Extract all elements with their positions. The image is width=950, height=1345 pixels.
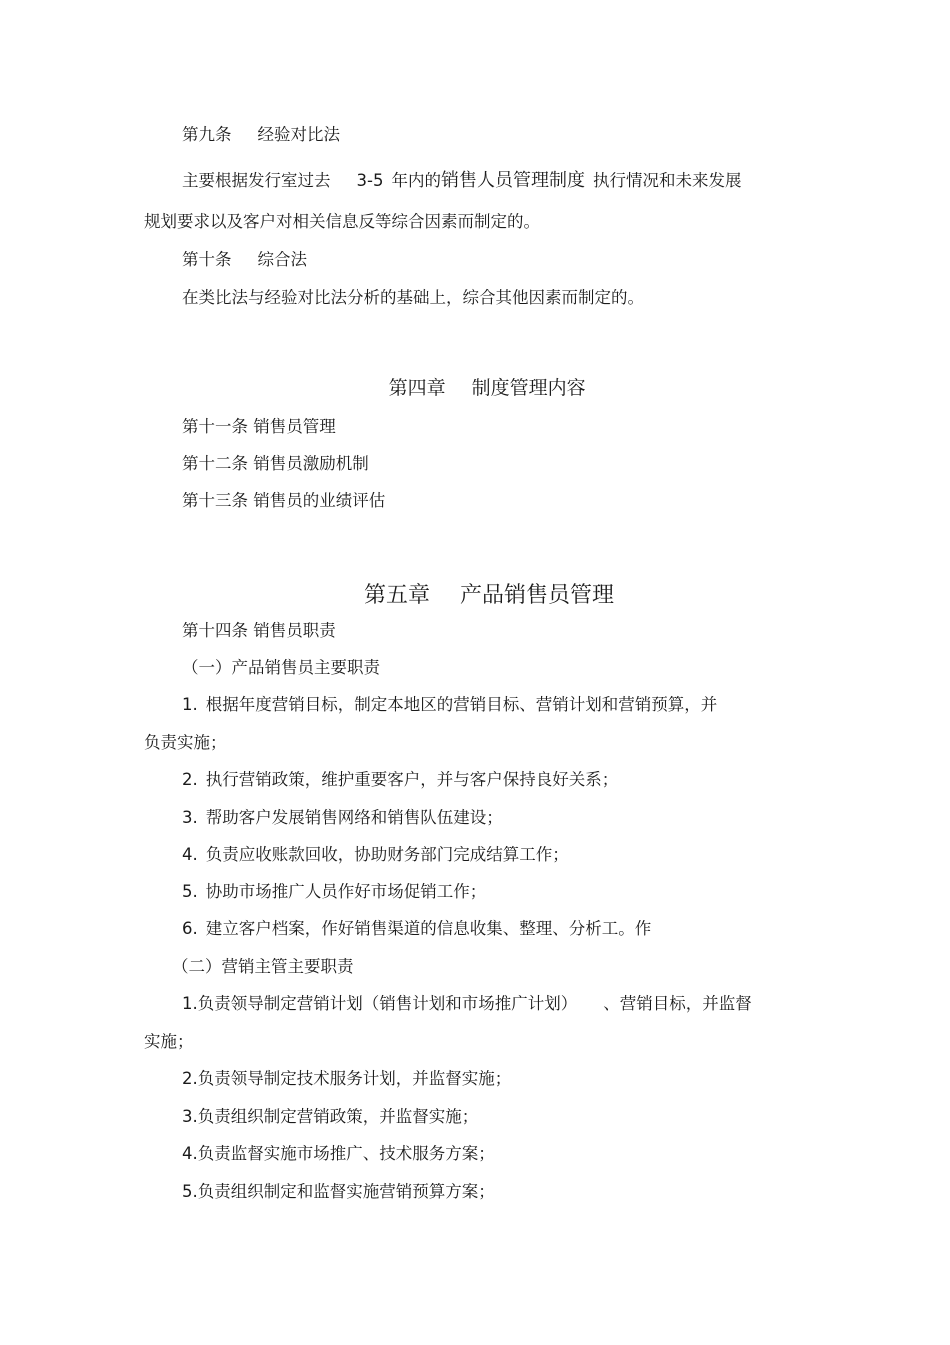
item-number: 3. [182, 1107, 198, 1126]
list-item [182, 1143, 495, 1165]
item-text: 负责应收账款回收，协助财务部门完成结算工作； [205, 845, 569, 864]
list-item [182, 807, 503, 829]
item-text: 负责领导制定技术服务计划，并监督实施； [197, 1069, 512, 1088]
list-item [182, 1068, 511, 1090]
body-text: 年内的 [391, 171, 441, 190]
item-text: 建立客户档案，作好销售渠道的信息收集、整理、分析工。作 [205, 919, 652, 938]
item-number: 2. [182, 770, 198, 789]
item-number: 5. [182, 1182, 198, 1201]
list-item [182, 844, 569, 866]
chapter-number: 第四章 [388, 377, 446, 399]
item-number: 1. [182, 695, 198, 714]
item-text: 帮助客户发展销售网络和销售队伍建设； [205, 808, 503, 827]
item-number: 6. [182, 919, 198, 938]
list-item [182, 1106, 478, 1128]
list-item-continuation: 实施； [144, 1032, 194, 1051]
item-text: 执行营销政策，维护重要客户，并与客户保持良好关系； [205, 770, 619, 789]
item-text: 、营销目标，并监督 [603, 994, 752, 1013]
list-item [182, 993, 752, 1015]
body-text: 主要根据发行室过去 [182, 171, 331, 190]
article-9-heading [182, 124, 340, 146]
item-text: 根据年度营销目标，制定本地区的营销目标、营销计划和营销预算，并 [205, 695, 718, 714]
list-item [182, 918, 651, 940]
item-text: 负责组织制定营销政策，并监督实施； [197, 1107, 479, 1126]
list-item [182, 694, 717, 716]
article-number: 第九条 [182, 125, 232, 144]
list-item [182, 769, 618, 791]
emphasized-term: 销售人员管理制度 [440, 170, 585, 191]
group-1-title: （一）产品销售员主要职责 [182, 658, 380, 677]
item-number: 5. [182, 882, 198, 901]
chapter-title: 产品销售员管理 [459, 583, 614, 608]
article-12: 第十二条 销售员激励机制 [182, 454, 369, 473]
article-10-heading [182, 249, 307, 271]
chapter-number: 第五章 [363, 583, 430, 608]
list-item [182, 881, 486, 903]
list-item [182, 1181, 495, 1203]
article-10-body: 在类比法与经验对比法分析的基础上，综合其他因素而制定的。 [182, 288, 644, 307]
article-title: 综合法 [257, 250, 307, 269]
article-9-body-line-2: 规划要求以及客户对相关信息反等综合因素而制定的。 [144, 212, 540, 231]
article-title: 经验对比法 [257, 125, 340, 144]
item-number: 3. [182, 808, 198, 827]
chapter-5-heading [0, 551, 950, 641]
article-number: 第十条 [182, 250, 232, 269]
item-number: 4. [182, 845, 198, 864]
body-text: 3-5 [356, 171, 384, 190]
body-text: 执行情况和未来发展 [592, 171, 742, 190]
item-text: 负责监督实施市场推广、技术服务方案； [197, 1144, 495, 1163]
article-14: 第十四条 销售员职责 [182, 621, 336, 640]
item-text: 负责组织制定和监督实施营销预算方案； [197, 1182, 495, 1201]
chapter-4-heading [0, 349, 950, 427]
item-text: 协助市场推广人员作好市场促销工作； [205, 882, 487, 901]
item-number: 1. [182, 994, 198, 1013]
article-13: 第十三条 销售员的业绩评估 [182, 491, 386, 510]
article-11: 第十一条 销售员管理 [182, 417, 336, 436]
chapter-title: 制度管理内容 [471, 377, 586, 399]
group-2-title: （二）营销主管主要职责 [172, 957, 354, 976]
item-text: 负责领导制定营销计划（销售计划和市场推广计划） [197, 994, 578, 1013]
list-item-continuation: 负责实施； [144, 733, 227, 752]
item-number: 4. [182, 1144, 198, 1163]
item-number: 2. [182, 1069, 198, 1088]
article-9-body-line-1 [182, 170, 741, 192]
